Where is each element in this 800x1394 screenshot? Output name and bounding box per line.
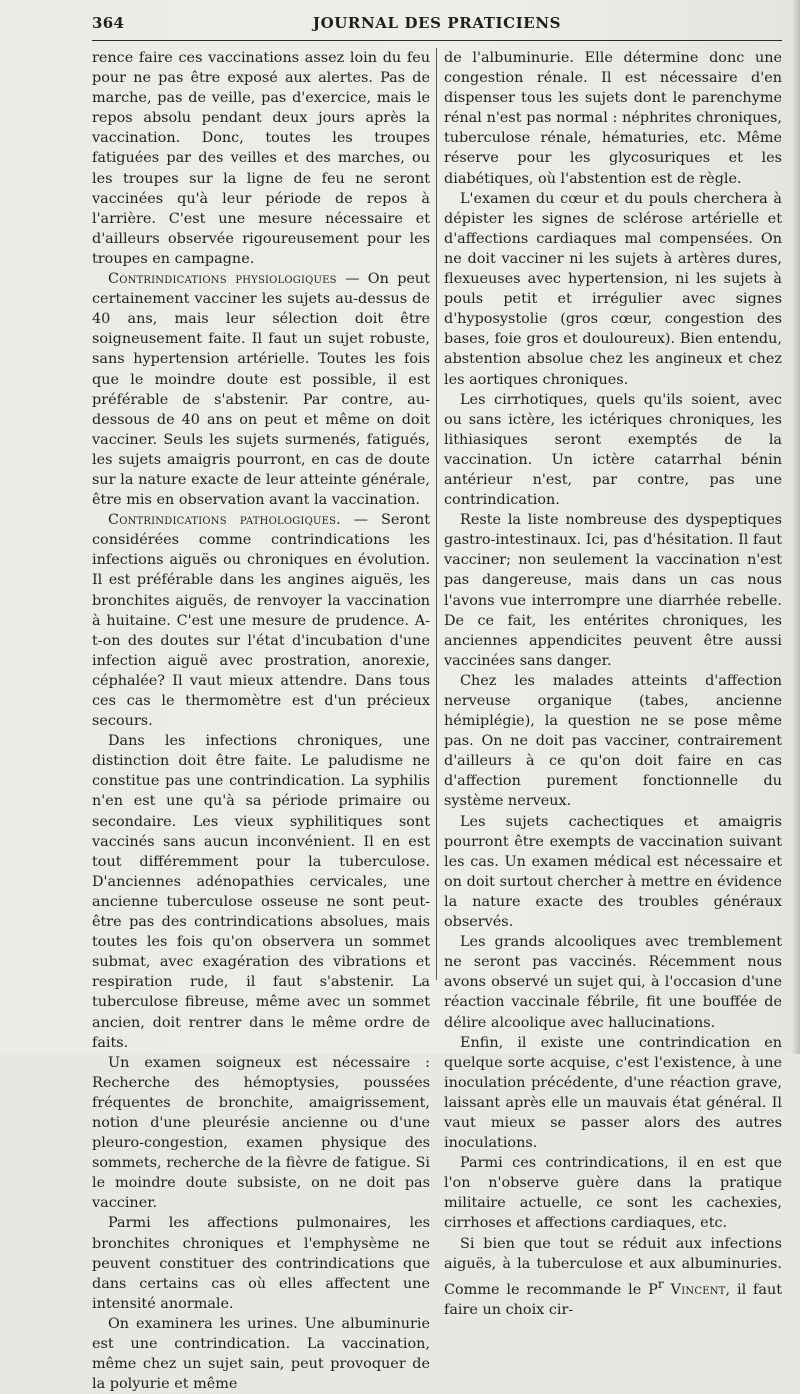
paragraph: Un examen soigneux est nécessaire : Recherche des hémoptysies, poussées fréquentes de bronchite, amaigrissement, notion d'une pleurésie ancienne ou d'une pleuro-congestion, examen physique des sommets, recherche de la fièvre de fatigue. Si le moindre doute subsiste, on ne doit pas vacciner. bbox=[92, 1054, 430, 1212]
right-column bbox=[444, 48, 782, 1320]
author-name: Vincent bbox=[663, 1281, 726, 1298]
paragraph-text: , il faut faire un choix cir- bbox=[444, 1281, 783, 1318]
paragraph bbox=[92, 510, 430, 731]
paragraph: Les grands alcooliques avec tremblement ne seront pas vaccinés. Récemment nous avons observé un sujet qui, à l'occasion d'une réaction vaccinale fébrile, fit une bouffée de délire alcoolique avec hallucinations. bbox=[444, 934, 782, 1031]
paragraph-text: — On peut certainement vacciner les sujets au-dessus de 40 ans, mais leur sélection doit être soigneusement faite. Il faut un sujet robuste, sans hypertension artérielle. Toutes les fois que le moindre doute est possible, il est préférable de s'abstenir. Par contre, au-dessous de 40 ans on peut et même on doit vacciner. Seuls les sujets surmenés, fatigués, les sujets amaigris pourront, en cas de doute sur la nature exacte de leur atteinte générale, être mis en observation avant la vaccination. bbox=[92, 271, 430, 509]
paragraph: Parmi les affections pulmonaires, les bronchites chroniques et l'emphysème ne peuvent constituer des contrindications que dans certains cas où elles affectent une intensité anormale. bbox=[92, 1215, 430, 1312]
left-column bbox=[92, 48, 430, 1394]
paragraph: de l'albuminurie. Elle détermine donc une congestion rénale. Il est nécessaire d'en dispenser tous les sujets dont le parenchyme rénal n'est pas normal : néphrites chroniques, tuberculose rénale, hématuries, etc. Même réserve pour les glycosuriques et les diabétiques, où l'abstention est de règle. bbox=[444, 50, 782, 187]
running-head: JOURNAL DES PRATICIENS bbox=[312, 14, 562, 32]
paragraph: L'examen du cœur et du pouls cherchera à dépister les signes de sclérose artérielle et d'affections cardiaques mal compensées. On ne doit vacciner ni les sujets à artères dures, flexueuses avec hypertension, ni les sujets à pouls petit et irrégulier avec signes d'hyposystolie (gros cœur, congestion des bases, foie gros et douloureux). Bien entendu, abstention absolue chez les angineux et chez les aortiques chroniques. bbox=[444, 190, 782, 388]
paragraph: rence faire ces vaccinations assez loin du feu pour ne pas être exposé aux alertes. Pas de marche, pas de veille, pas d'exercice, mais le repos absolu pendant deux jours après la vaccination. Donc, toutes les troupes fatiguées par des veilles et des marches, ou les troupes sur la ligne de feu ne seront vaccinées qu'à leur période de repos à l'arrière. C'est une mesure nécessaire et d'ailleurs observée rigoureusement pour les troupes en campagne. bbox=[92, 50, 430, 267]
text-columns bbox=[92, 48, 783, 1393]
paragraph: Reste la liste nombreuse des dyspeptiques gastro-intestinaux. Ici, pas d'hésitation. Il faut vacciner; non seulement la vaccination n'est pas dangereuse, mais dans un cas nous l'avons vue interrompre une diarrhée rebelle. De ce fait, les entérites chroniques, les anciennes appendicites peuvent être aussi vaccinées sans danger. bbox=[444, 512, 782, 669]
section-heading: Contrindications pathologiques bbox=[108, 512, 337, 529]
paragraph bbox=[92, 269, 430, 510]
paragraph bbox=[444, 1234, 782, 1320]
section-heading: Contrindications physiologiques bbox=[108, 271, 337, 288]
paragraph: Chez les malades atteints d'affection nerveuse organique (tabes, ancienne hémiplégie), la question ne se pose même pas. On ne doit pas vacciner, contrairement d'ailleurs à ce qu'on doit faire en cas d'affection purement fonctionnelle du système nerveux. bbox=[444, 672, 782, 810]
paragraph-text: Si bien que tout se réduit aux infections aiguës, à la tuberculose et aux albuminuries. Comme le recommande le P bbox=[444, 1235, 782, 1298]
page-number: 364 bbox=[92, 14, 125, 32]
paragraph: Enfin, il existe une contrindication en quelque sorte acquise, c'est l'existence, à une inoculation précédente, d'une réaction grave, laissant après elle un mauvais état général. Il vaut mieux se passer alors des autres inoculations. bbox=[444, 1034, 782, 1152]
header-rule bbox=[92, 40, 782, 41]
page-edge-shadow bbox=[792, 0, 800, 1054]
page-header bbox=[92, 14, 782, 38]
paragraph: Dans les infections chroniques, une distinction doit être faite. Le paludisme ne constitue pas une contrindication. La syphilis n'en est une qu'à sa période primaire ou secondaire. Les vieux syphilitiques sont vaccinés sans aucun inconvénient. Il en est tout différemment pour la tuberculose. D'anciennes adénopathies cervicales, une ancienne tuberculose osseuse ne sont peut-être pas des contrindications absolues, mais toutes les fois qu'on observera un sommet submat, avec exagération des vibrations et respiration rude, il faut s'abstenir. La tuberculose fibreuse, même avec un sommet ancien, doit rentrer dans le même ordre de faits. bbox=[92, 733, 430, 1051]
paragraph: Parmi ces contrindications, il en est que l'on n'observe guère dans la pratique militaire actuelle, ce sont les cachexies, cirrhoses et affections cardiaques, etc. bbox=[444, 1155, 782, 1232]
column-divider bbox=[436, 48, 437, 980]
paragraph: Les cirrhotiques, quels qu'ils soient, avec ou sans ictère, les ictériques chroniques, les lithiasiques seront exemptés de la vaccination. Un ictère catarrhal bénin antérieur n'est, par contre, pas une contrindication. bbox=[444, 391, 782, 509]
paragraph: On examinera les urines. Une albuminurie est une contrindication. La vaccination, même chez un sujet sain, peut provoquer de la polyurie et même bbox=[92, 1315, 430, 1393]
paragraph: Les sujets cachectiques et amaigris pourront être exempts de vaccination suivant les cas. Un examen médical est nécessaire et on doit surtout chercher à mettre en évidence la nature exacte des troubles généraux observés. bbox=[444, 813, 782, 931]
title-superscript: r bbox=[657, 1276, 664, 1291]
paragraph-text: . — Seront considérées comme contrindications les infections aiguës ou chroniques en évolution. Il est préférable dans les angines aiguës, les bronchites aiguës, de renvoyer la vaccination à huitaine. C'est une mesure de prudence. A-t-on des doutes sur l'état d'incubation d'une infection aiguë avec prostration, anorexie, céphalée? Il vaut mieux attendre. Dans tous ces cas le thermomètre est d'un précieux secours. bbox=[92, 512, 430, 730]
